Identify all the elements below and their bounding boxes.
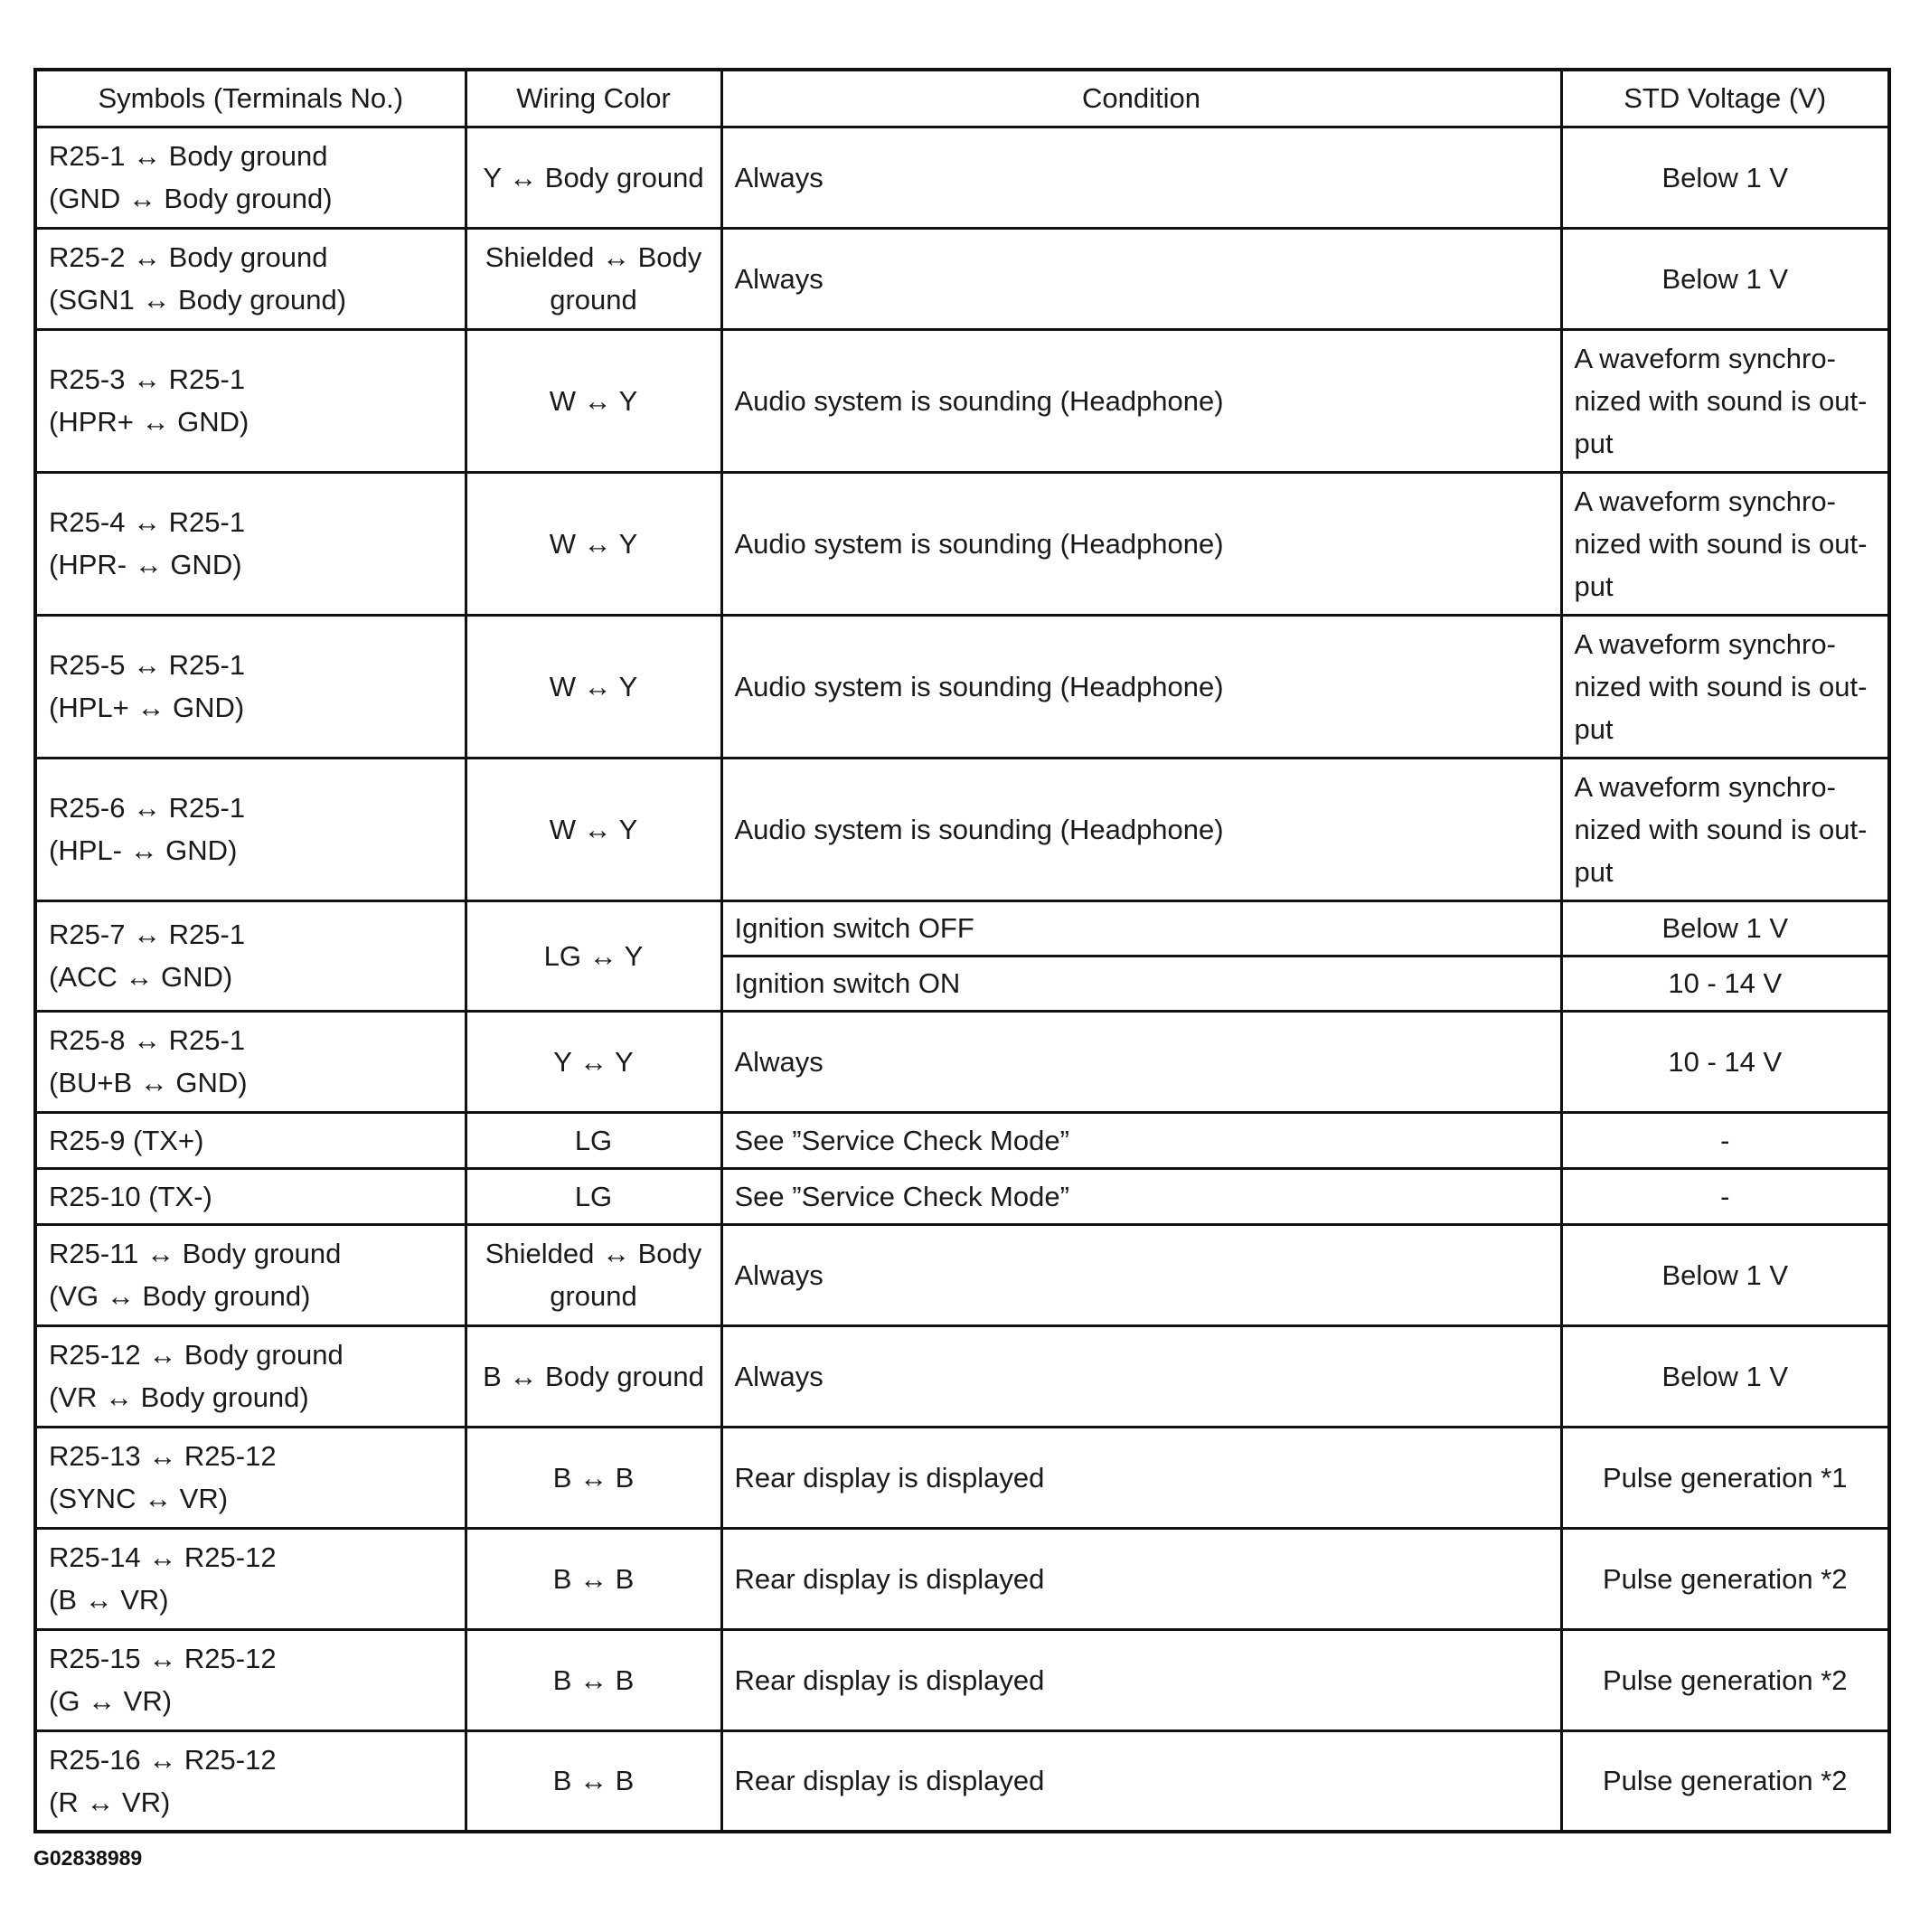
symbol-signal: (SYNC ↔ VR) [49,1483,229,1514]
symbol-terminal: R25-6 ↔ R25-1 [49,792,246,824]
wiring-color-cell: Y ↔ Y [466,1011,721,1112]
voltage-line: nized with sound is out- [1574,813,1868,845]
table-row [35,1224,1889,1325]
condition-cell: Ignition switch ON [721,956,1561,1011]
symbol-signal: (HPR+ ↔ GND) [49,406,249,438]
voltage-cell [1561,472,1889,615]
voltage-line: A waveform synchro- [1574,770,1836,803]
symbol-cell [35,1427,466,1528]
symbol-signal: (HPL- ↔ GND) [49,834,238,866]
symbol-terminal: R25-5 ↔ R25-1 [49,649,246,681]
voltage-line: nized with sound is out- [1574,670,1868,702]
voltage-cell [1561,329,1889,472]
voltage-line: put [1574,427,1614,459]
wiring-color-cell: B ↔ B [466,1629,721,1730]
wiring-color-cell: LG [466,1168,721,1224]
voltage-cell: Below 1 V [1561,1325,1889,1427]
wiring-color-line: Shielded ↔ Body [485,1238,702,1269]
table-row [35,127,1889,228]
symbol-cell [35,1528,466,1629]
voltage-line: put [1574,712,1614,745]
condition-cell: Rear display is displayed [721,1629,1561,1730]
symbol-terminal: R25-13 ↔ R25-12 [49,1440,277,1472]
voltage-cell: Pulse generation *1 [1561,1427,1889,1528]
wiring-color-cell [466,228,721,329]
symbol-cell [35,1629,466,1730]
table-row [35,900,1889,956]
wiring-color-cell: LG ↔ Y [466,900,721,1011]
symbol-terminal: R25-14 ↔ R25-12 [49,1541,277,1573]
symbol-signal: (G ↔ VR) [49,1685,173,1717]
table-row [35,228,1889,329]
voltage-cell: Below 1 V [1561,127,1889,228]
voltage-cell: Pulse generation *2 [1561,1528,1889,1629]
condition-cell: Rear display is displayed [721,1730,1561,1832]
condition-cell: Ignition switch OFF [721,900,1561,956]
voltage-cell: - [1561,1112,1889,1168]
symbol-signal: (VG ↔ Body ground) [49,1280,311,1312]
condition-cell: See ”Service Check Mode” [721,1112,1561,1168]
table-row [35,1112,1889,1168]
symbol-signal: (VR ↔ Body ground) [49,1381,309,1413]
symbol-terminal: R25-7 ↔ R25-1 [49,919,246,950]
figure-id-label: G02838989 [33,1846,143,1870]
symbol-cell [35,472,466,615]
symbol-terminal: R25-8 ↔ R25-1 [49,1024,246,1056]
voltage-cell: Below 1 V [1561,1224,1889,1325]
header-wiring-color: Wiring Color [466,70,721,127]
wiring-color-cell: W ↔ Y [466,329,721,472]
table-row [35,472,1889,615]
condition-cell: Always [721,1325,1561,1427]
symbol-terminal: R25-1 ↔ Body ground [49,140,328,172]
symbol-terminal: R25-12 ↔ Body ground [49,1339,344,1371]
terminal-voltage-table-container [33,68,1887,1833]
symbol-cell: R25-10 (TX-) [35,1168,466,1224]
wiring-color-cell: W ↔ Y [466,472,721,615]
wiring-color-cell: W ↔ Y [466,758,721,900]
condition-cell: Always [721,228,1561,329]
symbol-cell [35,615,466,758]
wiring-color-line: ground [550,1280,637,1312]
voltage-cell [1561,615,1889,758]
symbol-signal: (B ↔ VR) [49,1584,169,1616]
condition-cell: Audio system is sounding (Headphone) [721,758,1561,900]
wiring-color-cell: LG [466,1112,721,1168]
symbol-cell [35,1011,466,1112]
condition-cell: Rear display is displayed [721,1427,1561,1528]
wiring-color-cell [466,1224,721,1325]
table-row [35,1325,1889,1427]
symbol-cell [35,228,466,329]
table-row [35,1427,1889,1528]
voltage-cell: Pulse generation *2 [1561,1730,1889,1832]
symbol-terminal: R25-2 ↔ Body ground [49,241,328,273]
table-row [35,615,1889,758]
voltage-line: A waveform synchro- [1574,342,1836,374]
wiring-color-cell: B ↔ Body ground [466,1325,721,1427]
wiring-color-cell: B ↔ B [466,1427,721,1528]
table-row [35,1629,1889,1730]
symbol-signal: (ACC ↔ GND) [49,961,233,993]
condition-cell: Audio system is sounding (Headphone) [721,329,1561,472]
symbol-cell: R25-9 (TX+) [35,1112,466,1168]
table-row [35,758,1889,900]
condition-cell: Always [721,1011,1561,1112]
voltage-cell: 10 - 14 V [1561,1011,1889,1112]
table-row [35,1528,1889,1629]
symbol-signal: (HPR- ↔ GND) [49,549,242,580]
voltage-cell: 10 - 14 V [1561,956,1889,1011]
symbol-signal: (BU+B ↔ GND) [49,1067,248,1098]
symbol-signal: (HPL+ ↔ GND) [49,692,245,723]
table-header-row [35,70,1889,127]
wiring-color-line: ground [550,284,637,316]
wiring-color-cell: Y ↔ Body ground [466,127,721,228]
terminal-voltage-table [33,68,1891,1833]
voltage-cell: Pulse generation *2 [1561,1629,1889,1730]
voltage-line: nized with sound is out- [1574,384,1868,417]
voltage-cell: Below 1 V [1561,228,1889,329]
condition-cell: Audio system is sounding (Headphone) [721,472,1561,615]
voltage-cell [1561,758,1889,900]
symbol-cell [35,1730,466,1832]
voltage-line: put [1574,855,1614,888]
table-row [35,1011,1889,1112]
symbol-cell [35,127,466,228]
symbol-terminal: R25-11 ↔ Body ground [49,1238,342,1269]
wiring-color-cell: W ↔ Y [466,615,721,758]
symbol-cell [35,758,466,900]
table-row [35,1730,1889,1832]
symbol-cell [35,329,466,472]
condition-cell: Audio system is sounding (Headphone) [721,615,1561,758]
symbol-terminal: R25-4 ↔ R25-1 [49,506,246,538]
voltage-line: put [1574,570,1614,602]
symbol-cell [35,1224,466,1325]
symbol-signal: (SGN1 ↔ Body ground) [49,284,347,316]
symbol-signal: (GND ↔ Body ground) [49,183,333,214]
header-symbols: Symbols (Terminals No.) [35,70,466,127]
wiring-color-line: Shielded ↔ Body [485,241,702,273]
table-row [35,1168,1889,1224]
symbol-terminal: R25-3 ↔ R25-1 [49,363,246,395]
symbol-terminal: R25-16 ↔ R25-12 [49,1743,277,1776]
symbol-terminal: R25-15 ↔ R25-12 [49,1643,277,1674]
symbol-cell [35,900,466,1011]
voltage-cell: - [1561,1168,1889,1224]
header-condition: Condition [721,70,1561,127]
voltage-line: nized with sound is out- [1574,527,1868,560]
voltage-cell: Below 1 V [1561,900,1889,956]
symbol-signal: (R ↔ VR) [49,1786,171,1818]
voltage-line: A waveform synchro- [1574,485,1836,517]
wiring-color-cell: B ↔ B [466,1730,721,1832]
condition-cell: See ”Service Check Mode” [721,1168,1561,1224]
table-row [35,329,1889,472]
symbol-cell [35,1325,466,1427]
condition-cell: Always [721,127,1561,228]
condition-cell: Always [721,1224,1561,1325]
condition-cell: Rear display is displayed [721,1528,1561,1629]
header-std-voltage: STD Voltage (V) [1561,70,1889,127]
wiring-color-cell: B ↔ B [466,1528,721,1629]
voltage-line: A waveform synchro- [1574,627,1836,660]
